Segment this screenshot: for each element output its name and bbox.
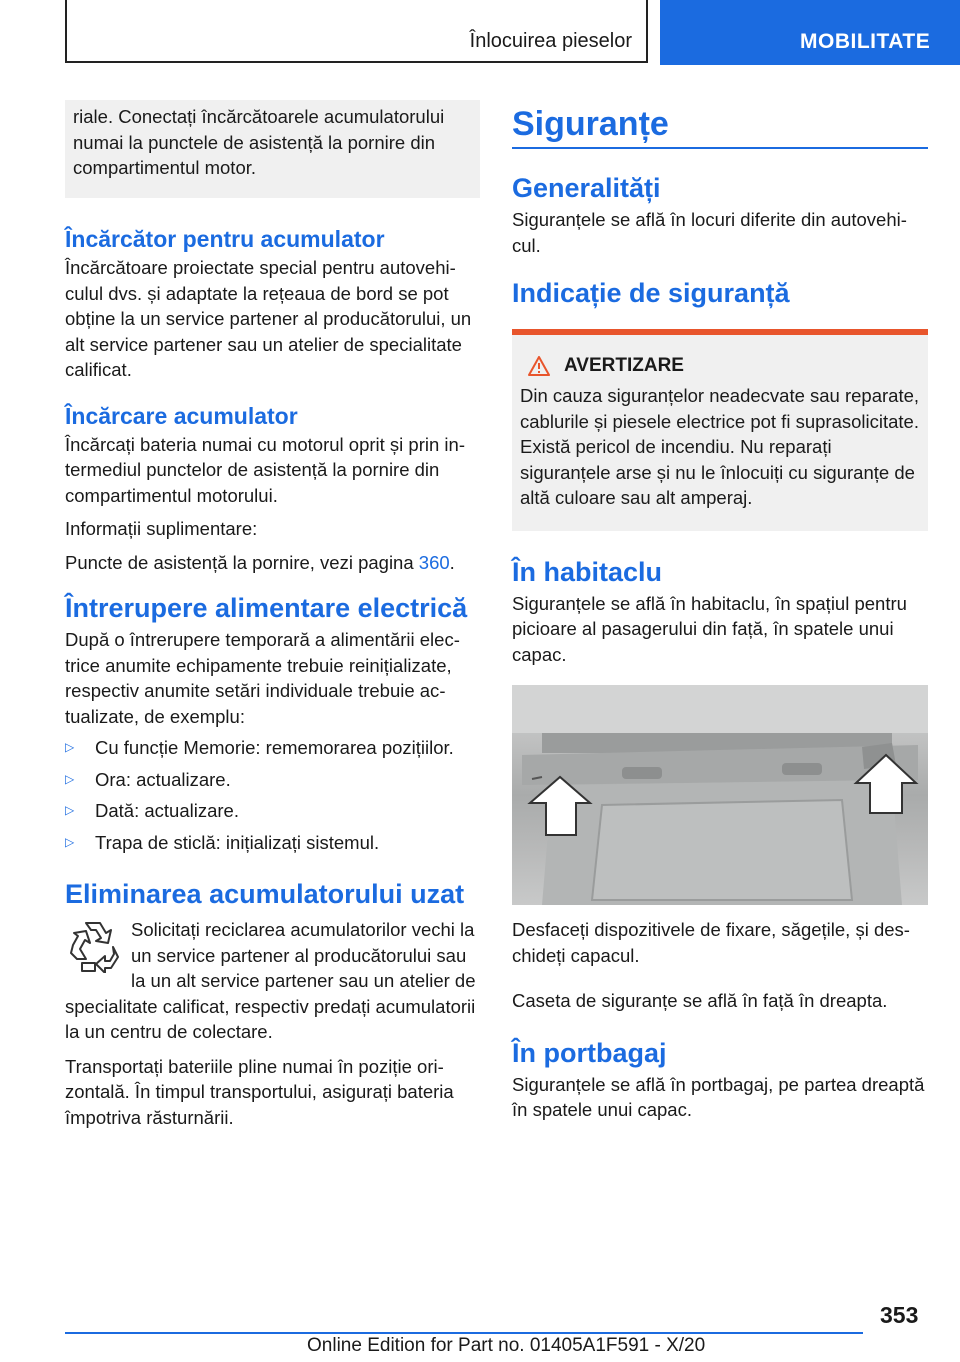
list-item-text: Ora: actualizare.: [95, 768, 231, 790]
footer-divider: [65, 1332, 863, 1334]
heading-cabin: În habitaclu: [512, 556, 663, 587]
unfasten-paragraph: Desfaceți dispozitivele de fixare, săgețile, și deschideți capacul.: [512, 919, 910, 966]
charger-paragraph: Încărcătoare proiectate special pentru autovehiculul dvs. și adaptate la rețeaua de bord se pot obține la un service partener al producătorului, un alt service partener sau un atelier de specialitate calificat.: [65, 257, 472, 380]
general-paragraph: Siguranțele se află în locuri diferite din autovehicul.: [512, 209, 907, 256]
triangle-bullet-icon: ▷: [65, 834, 75, 849]
heading-safety-note: Indicație de siguranță: [512, 278, 790, 308]
fuse-location-photo: [512, 685, 928, 905]
trunk-paragraph: Siguranțele se află în portbagaj, pe partea dreaptă în spatele unui capac.: [512, 1073, 925, 1120]
heading-underline: [512, 147, 928, 149]
warning-title: AVERTIZARE: [564, 355, 684, 376]
section-title: Înlocuirea pieselor: [469, 30, 632, 52]
triangle-bullet-icon: ▷: [65, 740, 75, 754]
charging-paragraph: Încărcați bateria numai cu motorul oprit și prin intermediul punctelor de asistență la pornire din compartimentul motorului.: [65, 433, 465, 506]
right-column: [512, 100, 928, 1123]
list-item: [65, 830, 480, 856]
heading-charger: Încărcător pentru acumulator: [65, 226, 385, 252]
footer-edition: Online Edition for Part no. 01405A1F591 - X/20: [307, 1335, 706, 1356]
disposal-block: [65, 917, 480, 1045]
list-item-text: Cu funcție Memorie: rememorarea pozițiilor.: [95, 737, 454, 758]
page-link-360[interactable]: 360: [418, 551, 450, 573]
page-number: 353: [880, 1302, 919, 1328]
start-points-period: .: [449, 551, 455, 573]
fuse-photo-illustration: [512, 685, 928, 905]
triangle-bullet-icon: ▷: [65, 771, 75, 786]
transport-paragraph: Transportați bateriile pline numai în poziție orizontală. În timpul transportului, asigurați bateria împotriva răsturnării.: [65, 1055, 454, 1128]
reset-list: [65, 735, 480, 855]
more-info-label: Informații suplimentare:: [65, 518, 258, 539]
left-column: [65, 100, 480, 1130]
power-interruption-paragraph: După o întrerupere temporară a alimentării electrice anumite echipamente trebuie reinițializate, respectiv anumite setări individuale trebuie actualizate, de exemplu:: [65, 629, 460, 727]
list-item-text: Trapa de sticlă: inițializați sistemul.: [95, 831, 380, 853]
chapter-tab-label: MOBILITATE: [800, 30, 931, 53]
list-item: [65, 735, 480, 761]
heading-battery-disposal: Eliminarea acumulatorului uzat: [65, 879, 465, 909]
warning-triangle-icon: [528, 356, 550, 376]
warning-text: Din cauza siguranțelor neadecvate sau reparate, cablurile și piesele electrice pot fi suprasolicitate. Există pericol de incendiu. Nu reparați siguranțele arse și nu le înlocuiți cu siguranțe de altă culoare sau alt amperaj.: [520, 385, 920, 508]
heading-charging: Încărcare acumulator: [65, 402, 298, 429]
list-item: [65, 798, 480, 824]
fusebox-location-paragraph: Caseta de siguranțe se află în față în dreapta.: [512, 990, 888, 1011]
start-points-text: Puncte de asistență la pornire, vezi pagina: [65, 551, 419, 573]
header-section-box: [65, 0, 648, 63]
heading-fuses: Siguranțe: [512, 105, 669, 143]
continued-note-box: [65, 100, 480, 198]
continued-note-text: riale. Conectați încărcătoarele acumulatorului numai la punctele de asistență la pornire din compartimentul motor.: [73, 106, 445, 178]
triangle-bullet-icon: ▷: [65, 803, 75, 817]
warning-header: [520, 355, 920, 377]
list-item: [65, 767, 480, 793]
heading-trunk: În portbagaj: [512, 1037, 667, 1068]
heading-power-interruption: Întrerupere alimentare electrică: [65, 593, 468, 623]
disposal-paragraph: Solicitați reciclarea acumulatorilor vechi la un service partener al producătorului sau la un alt service partener sau un atelier de specialitate calificat, respectiv predați acumulatorii la un centru de colectare.: [65, 919, 476, 1042]
heading-general: Generalități: [512, 173, 661, 203]
cabin-paragraph: Siguranțele se află în habitaclu, în spațiul pentru picioare al pasagerului din față, în spatele unui capac.: [512, 592, 907, 665]
recycle-icon: [65, 917, 121, 973]
warning-box: [512, 329, 928, 531]
start-points-reference: [65, 550, 480, 576]
chapter-tab[interactable]: [660, 0, 960, 65]
list-item-text: Dată: actualizare.: [95, 800, 239, 821]
